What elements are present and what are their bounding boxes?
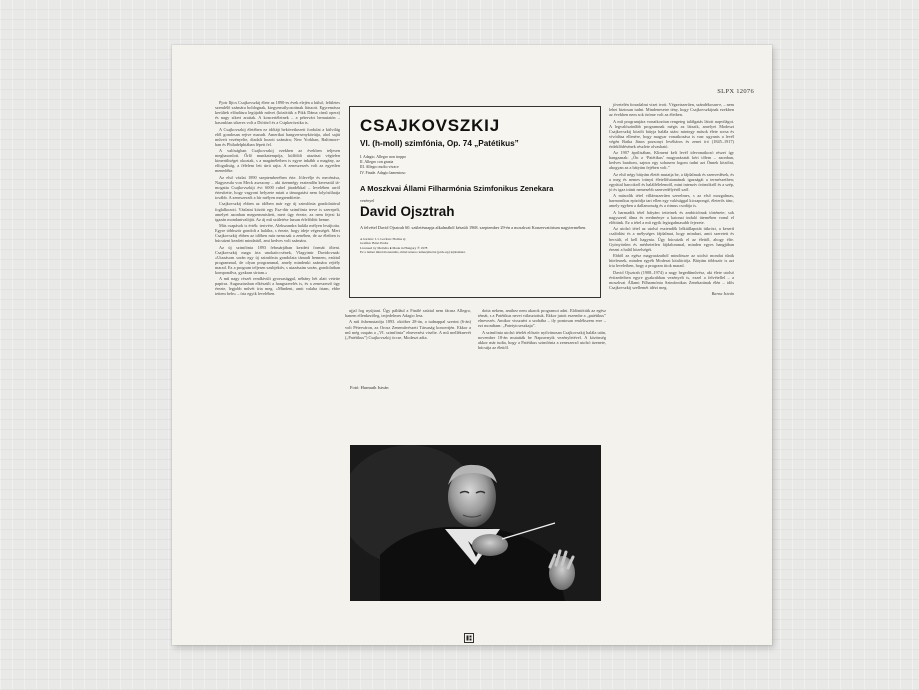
signature: Barna István [711,291,734,297]
liner-paragraph: Az első vázlat 1890 szeptemberében érte. Jólevélje és mecénása, Nagyezsda von Meck aszszony – aki tizennégy esztendőn keresztül támogatta Csajkovszkijt évi 6000 rubel járadékkal – levelében arról értesítette, hogy vagyoni helyzete miatt a támogatást nem folyósíthatja tovább. A zeneszerzőt a hír mélyen megrendítette. [215,174,340,201]
catalog-number: SLPX 12076 [717,88,754,95]
liner-paragraph: Csajkovszkij ebben az időben már egy új szimfónia gondolatával foglalkozott. Vázlatai között egy Esz-dúr szimfónia terve is szerepelt, amelyet azonban megsemmisített, mert úgy érezte, az nem fejezi ki igazán mondanivalóját. Az új mű születése lassan érlelődött benne. [215,201,340,222]
composer-name: CSAJKOVSZKIJ [360,116,500,135]
movement-item: IV. Finale. Adagio lamentoso [360,170,406,175]
liner-paragraph: Ebből az egész magyarázatból mindössze az utolsó mondat tűnik hitelesnek, minden egyéb Modeszt kitalációja. Bátyám többször is azt írta leveleiben, hogy a program titok marad. [609,253,734,269]
liner-paragraph: Az 1907 áprilisában, Kliment kelt levél idevonatkozó részei így hangzanak: „Ön a ‘Patétikus’ magyarázatát kéri tőlem – azonban, kedves barátom, sajnos egy sohasem fogom tudni azt Önnek közölni, ahogyan az a bátyám fejében volt.” [609,150,734,171]
orchestra-name: A Moszkvai Állami Filharmónia Szimfonikus Zenekara [360,183,554,193]
liner-notes-middle-column-b [478,308,606,382]
liner-paragraph: Az első négy bátyám életét mutatja be, a fájdalmak és szenvedések, és a meg és nemes irányú életelőfutamának igazságát a természetben; egyúttal harcokról és halálfélelemről, mint intenzív örömökről és a szép, jó és igaz iránti nemesebb szenvedélyéről szól. [609,171,734,192]
liner-paragraph: A mű ősbemutatója 1893. október 28-án, a tudnappal szerint (6-án) volt Péterváron, az Orosz Zeneművészeti Társaság koncertjén. Ekkor a mű még csupán a „VI. szimfónia” elnevezést viselte. A mű melléknevét („Patétikus”) Csajkovszkij öccse, Modeszt adta. [345,319,471,340]
liner-paragraph: A valóságban Csajkovszkij ezekben az években teljesen meghasonlott. Őrlő munkatempója, külföldi utazásai végtelen kimerültséget okoztak, s a magánéletben is egyre inkább a magány, az elfogultság, a félelem lett úrrá rajta. A zeneszerzés volt az egyetlen menedéke. [215,148,340,174]
liner-paragraph: A szimfónia utolsó tételét először nyilvánosan Csajkovszkij halála után, november 18-án mutatták be Napravnyik vezényletével. A közönség akkor már tudta, hogy a Patétikus szimfónia a zeneszerző utolsó üzenete, búcsúja az élettől. [478,329,606,350]
conducts-label: vezényel [360,198,375,204]
liner-paragraph: dotta nekem, amihez nem akarok programot adni. Eldöntöttük az egész témát, s a Patétikus nevet választottuk. Ekkor jutott eszembe a „patétikus” elnevezés. Amikor visszaért a szobába – ily pontosan emlékszem erre – ezt mondtam: „Patetyicseszkaja”. [478,308,606,329]
conductor-photo-drawing [350,445,601,601]
title-box [349,106,601,298]
liner-paragraph: A Csajkovszkij életében ez időtájt bekövetkezett fordulat a külvilág elől gondosan rejtve maradt. Amerikai hangversenykörútja, ahol saját műveit vezényelte, diadalt hozott számára; New Yorkban, Baltimore-ban és Philadelphiában lépett fel. [215,126,340,147]
credit-line: Grafika: Bánó Endre [360,241,389,246]
label-logo-drawing [465,634,473,642]
credit-line: Licensed by Melódia ● Made in Hungary ℗ 1978 [360,245,428,250]
movement-list [360,155,590,176]
liner-paragraph: A második tétel villámszerűen szerelmes, s az első mozgalmas, harmonikus epizódja tart ellen egy valósággal kicsapongó, életerős tánc, amely egyben a dallamosság és a ritmus csodája is. [609,193,734,209]
liner-notes-left-column [215,100,340,618]
credit-line: A borítón: I. I. Levitan: Holdas éj [360,236,406,241]
movement-item: I. Adagio. Allegro non troppo [360,155,407,159]
record-sleeve-back [172,45,772,645]
movement-item: III. Allegro molto vivace [360,165,399,170]
conductor-name: David Ojsztrah [360,204,455,220]
credits [360,237,590,255]
liner-paragraph: A mű nagy részét rendkívüli gyorsasággal, néhány hét alatt vetette papírra. Augusztusban elkészült a hangszerelés is, és a zeneszerző úgy érezte, legjobb művét írta meg. »Mindent, amit valaha írtam, ebbe tettem bele« – írta egyik levelében. [215,276,340,297]
liner-paragraph: A mű programjára vonatkozóan rengeteg találgatás látott napvilágot. A legvalószínűbb programnak mégis az látszik, amelyet Modeszt Csajkovszkij közölt bátyja halála után: mintegy mások élete sorsa és vívódása ellenére, hogy magyar vonatkozása is van: ugyanis a levél végén Batka János pozsonyi levéltáros és zenei író (1845–1917) érdeklődésének részlete olvasható. [609,118,734,149]
recording-note: A felvétel David Ojsztrah 60. születésnapja alkalmából készült 1968. szeptember 29-én a moszkvai Konzervatórium nagytermében. [360,225,587,231]
liner-paragraph: ujjal fog nyújtani. Úgy páldául a Finálé szüttal nem fárasz Allegro, hanem ellenkezőleg, terjedelmes Adagio lesz. [345,308,471,319]
liner-paragraph: Más csapások is érték: testvére, Alekszandra halála mélyen lesújtotta. Egyre többször gondolt a halálra, s érezte, hogy ideje végességét. Mert Csajkovszkij ebben az időben már nemcsak a zenében, de az életben is búcsúzni kezdett mindattól, ami kedves volt számára. [215,223,340,244]
liner-paragraph: Az utolsó tétel az utolsó esztendők lelkiállapotát tükrözi, a keserű csalódást és a mélységes fájdalmat, hogy mindazt, amit szeretett és becsült, el kell hagynia. Úgy búcsúzik el az élettől, ahogy élte. Gyönyörűen és mérhetetlen fájdalommal, minden egyes hangjában érezni a halál közelségét. [609,226,734,252]
liner-notes-middle-column-a [345,308,471,382]
liner-paragraph: jövetelén forradalmi vizet ivott. Végzetszerűen, szándékosan-e, – nem lehet biztosan tudni. Mindenesetre tény, hogy Csajkovszkijnak ezekben az években nem sok öröme volt az életben. [609,102,734,118]
label-logo-icon [464,633,474,643]
credit-line: Ez a lemez mind monauralis, mind sztereo lemezjátszón (pick-up) lejátszható. [360,250,466,255]
liner-notes-right-column [609,102,734,680]
conductor-photo-icon [350,445,601,601]
liner-paragraph: A harmadik tétel bátyám tetteinek és ambícióinak története; sok nagyszerű álma és eredménye a katonai induló ütemében vonul el előttünk. Ez a tétel a mű egyik legizgalmasabb fejezete. [609,209,734,225]
movement-item: II. Allegro con grazia [360,160,394,165]
photo-caption: Fotó: Harmath István [350,385,389,390]
work-title: VI. (h-moll) szimfónia, Op. 74 „Patétikus” [360,139,519,148]
liner-paragraph: Pjotr Iljics Csajkovszkij élete az 1890-es évek elején a külső, felületes szemlélő számára boldognak, kiegyensúlyozottnak látszott. Egyremásra kerültek előadásra legújabb művei (közöttük a Pikk Dáma című opera) és nagy sikert arattak. A koncertéletnek – a pétervári bemutatón – hasonlóan sikeres volt a Diótörő és a Csipkerózsika is. [215,100,340,126]
liner-paragraph: David Ojsztrah (1908–1974) a nagy hegedűművész, aki élete utolsó évtizedeiben egyre gyakrabban vezényelt is, ezzel a felvétellel – a moszkvai Állami Filharmónia Szimfonikus Zenekarának élén – idős Csajkovszkij szellemét idézi meg. [609,269,734,290]
liner-paragraph: Az új szimfónia 1893 februárjában kezdett formát ölteni. Csajkovszkij maga írta unokaöccsének, Vlagyimir Davidovnak: »Utazásom során egy új szimfónia gondolata támadt bennem, ezúttal programmal, de olyan programmal, amely mindenki számára rejtély marad. Ez a program teljesen szubjektív, s utazásaim során, gondolatban komponálva, gyakran sírtam.« [215,244,340,275]
